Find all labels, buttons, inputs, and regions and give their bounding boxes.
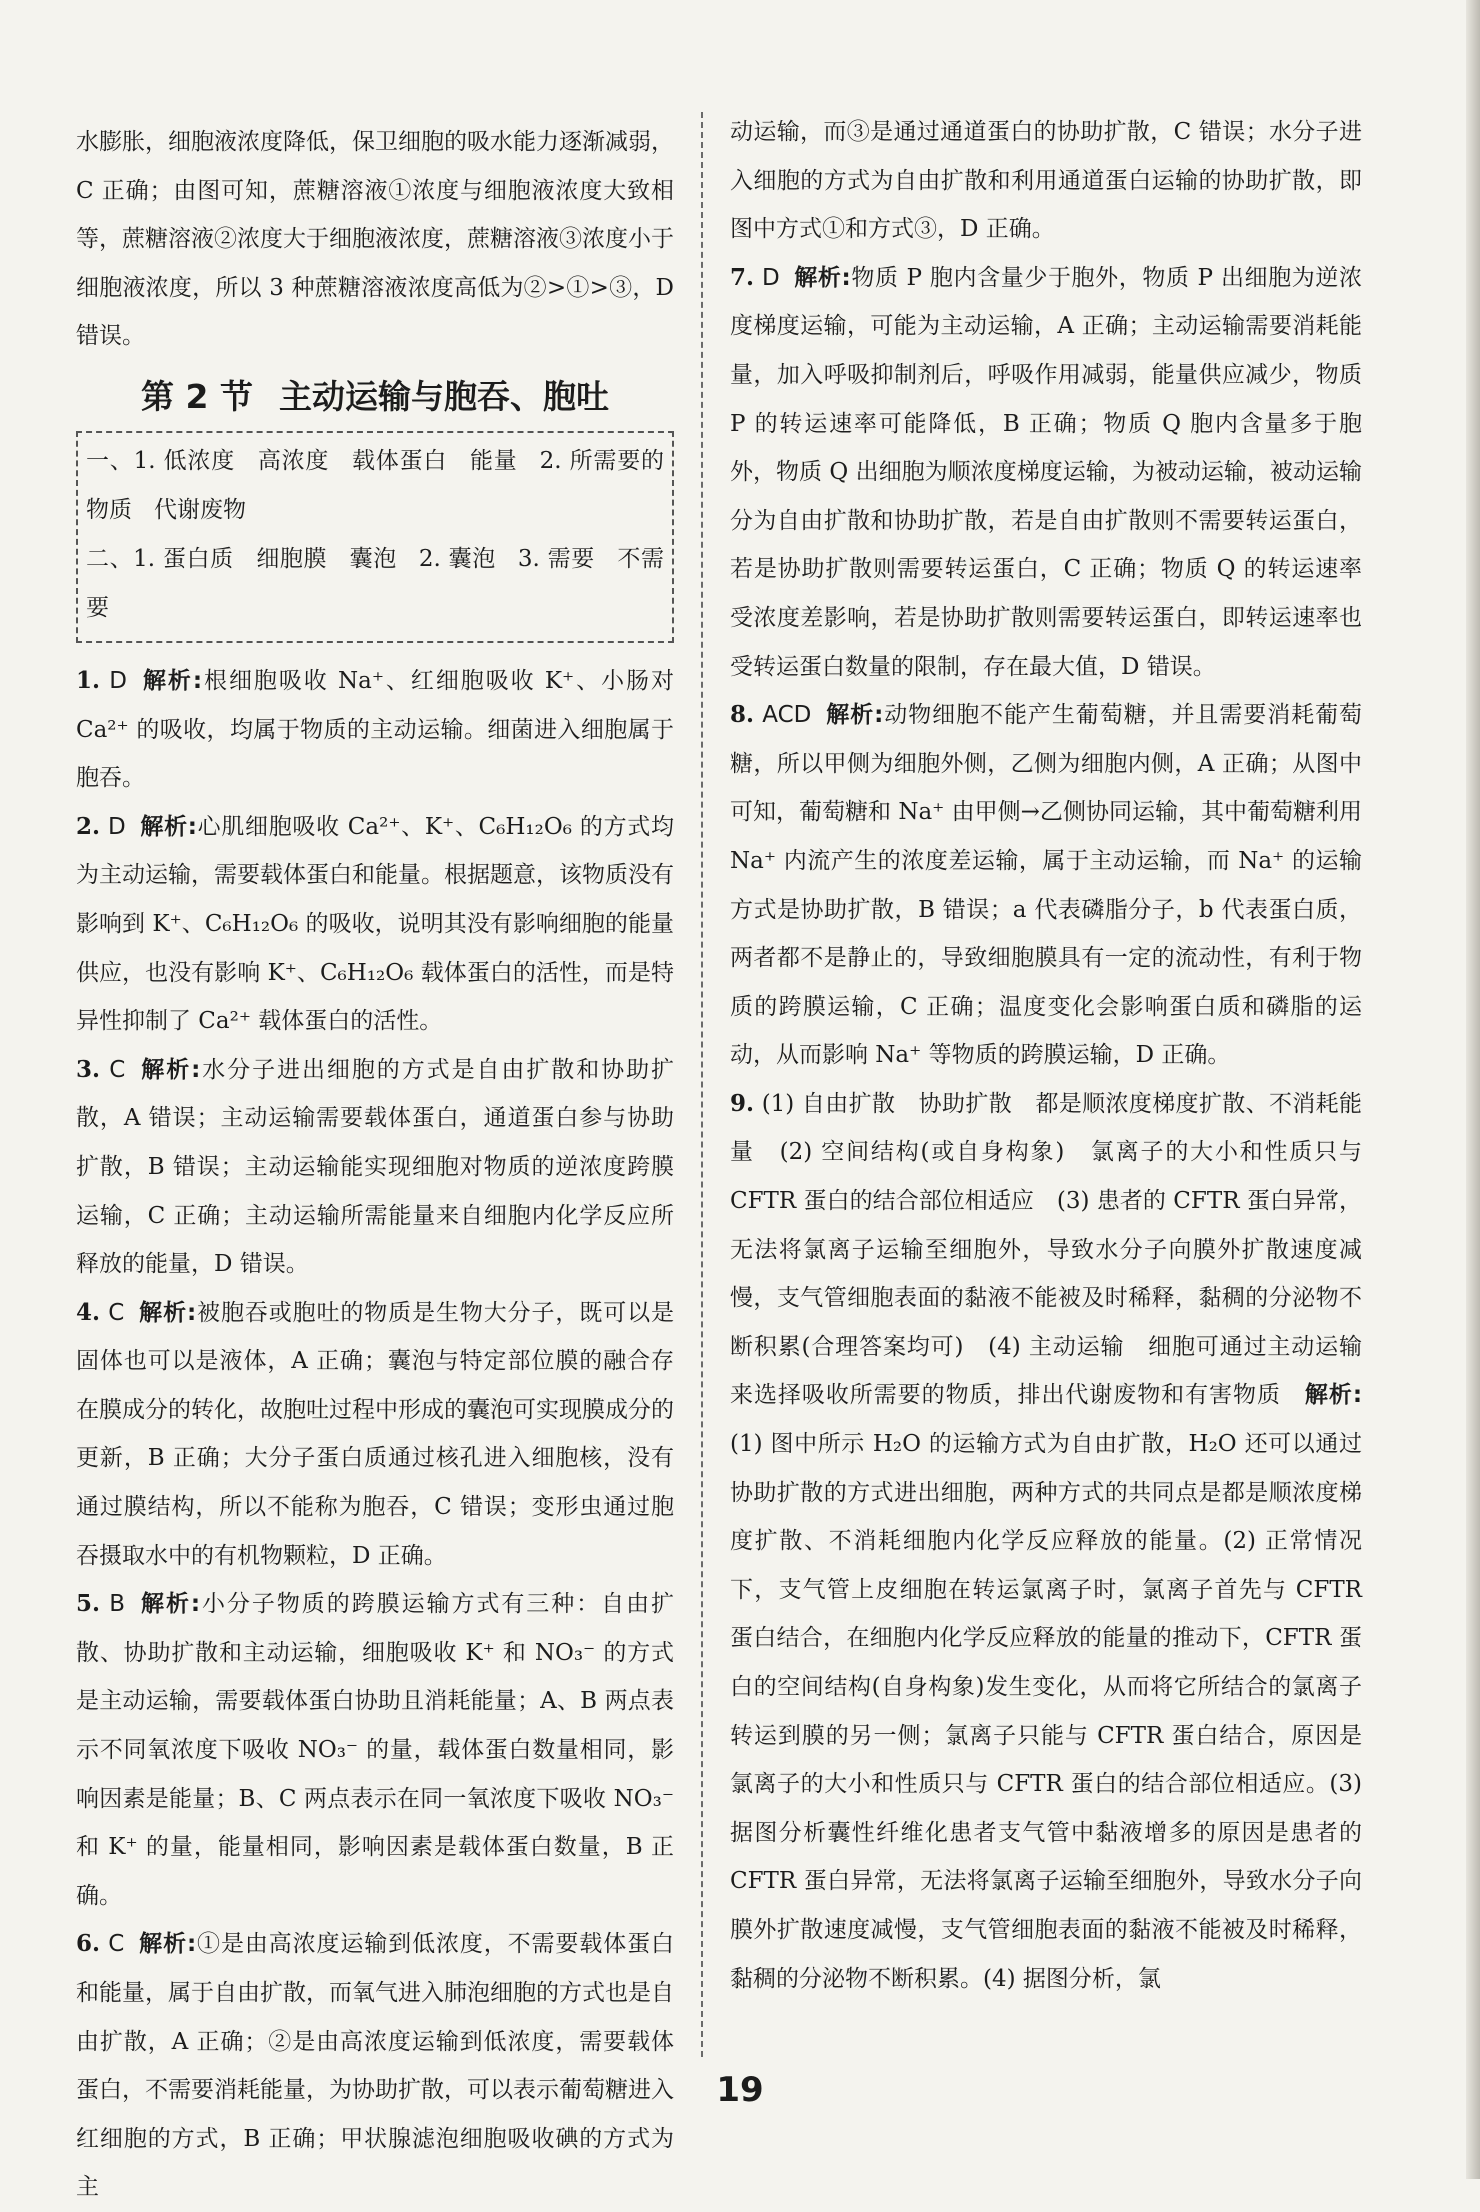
fill-item: 二、1. 蛋白质 bbox=[86, 545, 234, 572]
answer-letter: B bbox=[109, 1591, 126, 1618]
question-2 bbox=[76, 803, 674, 1046]
answer-letter: C bbox=[109, 1056, 126, 1083]
answer-letter: D bbox=[109, 667, 127, 694]
fill-item: 代谢废物 bbox=[154, 496, 246, 523]
question-6 bbox=[76, 1920, 674, 2212]
answer-letter: C bbox=[108, 1931, 125, 1958]
analysis-text: (1) 图中所示 H₂O 的运输方式为自由扩散，H₂O 还可以通过协助扩散的方式进出细胞，两种方式的共同点是都是顺浓度梯度扩散、不消耗细胞内化学反应释放的能量。(2) 正常情况下，支气管上皮细胞在转运氯离子时，氯离子首先与 CFTR 蛋白结合，在细胞内化学反应释放的能量的推动下，CFTR 蛋白的空间结构(自身构象)发生变化，从而将它所结合的氯离子转运到膜的另一侧；氯离子只能与 CFTR 蛋白结合，原因是氯离子的大小和性质只与 CFTR 蛋白的结合部位相适应。(3) 据图分析囊性纤维化患者支气管中黏液增多的原因是患者的 CFTR 蛋白异常，无法将氯离子运输至细胞外，导致水分子向膜外扩散速度减慢，支气管细胞表面的黏液不能被及时稀释，黏稠的分泌物不断积累。(4) 据图分析，氯 bbox=[730, 1431, 1362, 1992]
fill-item: 3. 需要 bbox=[517, 545, 595, 572]
answer-letter: D bbox=[761, 264, 780, 291]
answer-letter: ACD bbox=[762, 702, 812, 729]
section-title: 主动运输与胞吞、胞吐 bbox=[278, 376, 609, 416]
analysis-label: 解析: bbox=[138, 1931, 197, 1958]
page-edge-shadow bbox=[1466, 0, 1480, 2179]
right-column bbox=[730, 108, 1362, 2003]
answer-letter: D bbox=[108, 813, 126, 840]
analysis-text: 心肌细胞吸收 Ca²⁺、K⁺、C₆H₁₂O₆ 的方式均为主动运输，需要载体蛋白和能量。根据题意，该物质没有影响到 K⁺、C₆H₁₂O₆ 的吸收，说明其没有影响细胞的能量供应，也没有影响 K⁺、C₆H₁₂O₆ 载体蛋白的活性，而是特异性抑制了 Ca²⁺ 载体蛋白的活性。 bbox=[76, 813, 674, 1035]
fill-item: 载体蛋白 bbox=[351, 447, 448, 474]
fill-in-answer-box bbox=[76, 431, 674, 643]
fill-item: 2. 囊泡 bbox=[418, 545, 496, 572]
analysis-text: 水分子进出细胞的方式是自由扩散和协助扩散，A 错误；主动运输需要载体蛋白，通道蛋白参与协助扩散，B 错误；主动运输能实现细胞对物质的逆浓度跨膜运输，C 正确；主动运输所需能量来自细胞内化学反应所释放的能量，D 错误。 bbox=[76, 1056, 675, 1278]
analysis-text: 被胞吞或胞吐的物质是生物大分子，既可以是固体也可以是液体，A 正确；囊泡与特定部位膜的融合存在膜成分的转化，故胞吐过程中形成的囊泡可实现膜成分的更新，B 正确；大分子蛋白质通过核孔进入细胞核，没有通过膜结构，所以不能称为胞吞，C 错误；变形虫通过胞吞摄取水中的有机物颗粒，D 正确。 bbox=[76, 1299, 674, 1569]
question-number: 2. bbox=[76, 812, 101, 840]
question-number: 9. bbox=[730, 1089, 755, 1117]
fill-item: 高浓度 bbox=[257, 447, 330, 474]
page-number: 19 bbox=[716, 2070, 764, 2110]
analysis-text: 物质 P 胞内含量少于胞外，物质 P 出细胞为逆浓度梯度运输，可能为主动运输，A 正确；主动运输需要消耗能量，加入呼吸抑制剂后，呼吸作用减弱，能量供应减少，物质 P 的转运速率可能降低，B 正确；物质 Q 胞内含量多于胞外，物质 Q 出细胞为顺浓度梯度运输，为被动运输，被动运输分为自由扩散和协助扩散，若是自由扩散则不需要转运蛋白，若是协助扩散则需要转运蛋白，C 正确；物质 Q 的转运速率受浓度差影响，若是协助扩散则需要转运蛋白，即转运速率也受转运蛋白数量的限制，存在最大值，D 错误。 bbox=[730, 264, 1363, 680]
question-number: 1. bbox=[76, 666, 101, 694]
analysis-text: 小分子物质的跨膜运输方式有三种：自由扩散、协助扩散和主动运输，细胞吸收 K⁺ 和 NO₃⁻ 的方式是主动运输，需要载体蛋白协助且消耗能量；A、B 两点表示不同氧浓度下吸收 NO₃⁻ 的量，载体蛋白数量相同，影响因素是能量；B、C 两点表示在同一氧浓度下吸收 NO₃⁻ 和 K⁺ 的量，能量相同，影响因素是载体蛋白数量，B 正确。 bbox=[76, 1591, 675, 1909]
fill-item: 2. 所需要的物质 bbox=[86, 447, 665, 523]
left-column bbox=[76, 118, 674, 2212]
fill-item: 囊泡 bbox=[349, 545, 397, 572]
question-number: 5. bbox=[76, 1590, 101, 1618]
analysis-label: 解析: bbox=[139, 1591, 201, 1618]
column-divider bbox=[701, 112, 703, 2057]
right-intro-paragraph: 动运输，而③是通过通道蛋白的协助扩散，C 错误；水分子进入细胞的方式为自由扩散和利用通道蛋白运输的协助扩散，即图中方式①和方式③，D 正确。 bbox=[730, 119, 1362, 243]
analysis-label: 解析: bbox=[139, 813, 197, 840]
analysis-label: 解析: bbox=[1304, 1382, 1363, 1409]
section-number: 第 2 节 bbox=[141, 376, 253, 416]
analysis-text: 根细胞吸收 Na⁺、红细胞吸收 K⁺、小肠对 Ca²⁺ 的吸收，均属于物质的主动运输。细菌进入细胞属于胞吞。 bbox=[76, 667, 674, 792]
left-intro-paragraph: 水膨胀，细胞液浓度降低，保卫细胞的吸水能力逐渐减弱，C 正确；由图可知，蔗糖溶液①浓度与细胞液浓度大致相等，蔗糖溶液②浓度大于细胞液浓度，蔗糖溶液③浓度小于细胞液浓度，所以 3 种蔗糖溶液浓度高低为②>①>③，D 错误。 bbox=[76, 129, 674, 350]
answer-letter: C bbox=[108, 1299, 125, 1326]
analysis-label: 解析: bbox=[141, 667, 203, 694]
question-number: 7. bbox=[730, 263, 755, 291]
analysis-label: 解析: bbox=[793, 264, 851, 291]
question-number: 8. bbox=[730, 701, 755, 729]
fill-item: 能量 bbox=[469, 447, 518, 474]
fill-row-1 bbox=[86, 437, 664, 535]
answer-text: (1) 自由扩散 协助扩散 都是顺浓度梯度扩散、不消耗能量 (2) 空间结构(或自身构象) 氯离子的大小和性质只与 CFTR 蛋白的结合部位相适应 (3) 患者的 CFTR 蛋白异常，无法将氯离子运输至细胞外，导致水分子向膜外扩散速度减慢，支气管细胞表面的黏液不能被及时稀释，黏稠的分泌物不断积累(合理答案均可) (4) 主动运输 细胞可通过主动运输来选择吸收所需要的物质，排出代谢废物和有害物质 bbox=[730, 1090, 1363, 1409]
analysis-label: 解析: bbox=[139, 1056, 201, 1083]
question-4 bbox=[76, 1289, 674, 1581]
question-8 bbox=[730, 691, 1362, 1080]
question-number: 4. bbox=[76, 1298, 101, 1326]
question-number: 3. bbox=[76, 1055, 101, 1083]
fill-item: 细胞膜 bbox=[255, 545, 328, 572]
fill-row-2 bbox=[86, 535, 664, 633]
fill-item: 一、1. 低浓度 bbox=[86, 447, 236, 474]
analysis-label: 解析: bbox=[825, 702, 884, 729]
question-9 bbox=[730, 1080, 1362, 2003]
question-3 bbox=[76, 1046, 674, 1289]
question-5 bbox=[76, 1580, 674, 1920]
question-7 bbox=[730, 254, 1362, 691]
analysis-text: 动物细胞不能产生葡萄糖，并且需要消耗葡萄糖，所以甲侧为细胞外侧，乙侧为细胞内侧，A 正确；从图中可知，葡萄糖和 Na⁺ 由甲侧→乙侧协同运输，其中葡萄糖利用 Na⁺ 内流产生的浓度差运输，属于主动运输，而 Na⁺ 的运输方式是协助扩散，B 错误；a 代表磷脂分子，b 代表蛋白质，两者都不是静止的，导致细胞膜具有一定的流动性，有利于物质的跨膜运输，C 正确；温度变化会影响蛋白质和磷脂的运动，从而影响 Na⁺ 等物质的跨膜运输，D 正确。 bbox=[730, 702, 1363, 1069]
fill-item: 不需要 bbox=[86, 545, 664, 621]
analysis-label: 解析: bbox=[138, 1299, 197, 1326]
question-1 bbox=[76, 657, 674, 803]
analysis-text: ①是由高浓度运输到低浓度，不需要载体蛋白和能量，属于自由扩散，而氧气进入肺泡细胞的方式也是自由扩散，A 正确；②是由高浓度运输到低浓度，需要载体蛋白，不需要消耗能量，为协助扩散，可以表示葡萄糖进入红细胞的方式，B 正确；甲状腺滤泡细胞吸收碘的方式为主 bbox=[76, 1931, 674, 2201]
section-heading bbox=[76, 373, 674, 421]
question-number: 6. bbox=[76, 1930, 101, 1958]
